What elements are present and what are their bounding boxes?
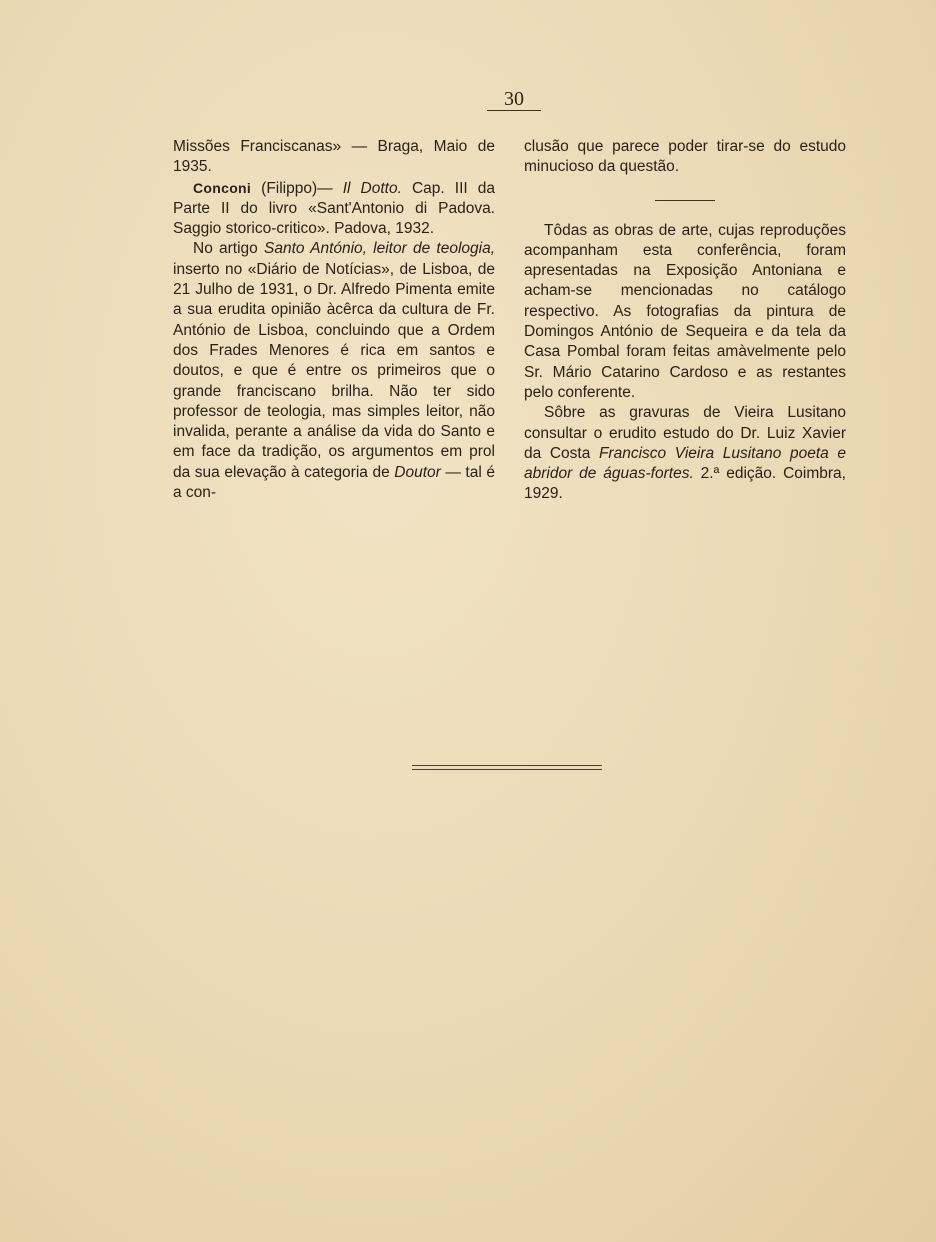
left-paragraph-3 [173,239,495,503]
short-separator [655,200,715,201]
left-paragraph-2 [173,178,495,240]
double-rule-divider [412,765,602,770]
doutor-word: Doutor [394,463,441,481]
left-paragraph-2-text-a: (Filippo)— [251,179,343,197]
left-paragraph-3-text-a: No artigo [193,240,264,258]
left-paragraph-1: Missões Franciscanas» — Braga, Maio de 1935. [173,138,495,176]
book-title: Il Dotto. [342,179,402,197]
right-paragraph-3-text-a: Sôbre as gravuras de Vieira Lusitano consultar o erudito estudo do Dr. Luiz Xavier da Costa [524,404,846,462]
article-title: Santo António, leitor de teologia, [263,240,495,258]
study-title: Francisco Vieira Lusitano poeta e abridor de águas-fortes. [524,444,846,483]
left-paragraph-2-text-b: Cap. III da Parte II do livro «Sant'Antonio di Padova. Saggio storico-critico». Padova, 1932. [173,179,495,238]
right-paragraph-1: clusão que parece poder tirar-se do estudo minucioso da questão. [524,138,846,176]
left-paragraph-3-text-c: — tal é a con- [173,463,495,502]
right-paragraph-2: Tôdas as obras de arte, cujas reproduções acompanham esta conferência, foram apresentadas na Exposição Antoniana e acham-se mencionadas no catálogo respectivo. As fotografias da pintura de Domingos António de Sequeira e da tela da Casa Pombal foram feitas amàvelmente pelo Sr. Mário Catarino Cardoso e as restantes pelo conferente. [524,221,846,401]
author-name: Conconi [193,179,252,196]
right-paragraph-3 [524,403,846,504]
right-column [524,137,846,505]
right-paragraph-3-text-b: 2.ª edição. Coimbra, 1929. [524,465,846,503]
page-number-rule [487,110,541,111]
left-paragraph-3-text-b: inserto no «Diário de Notícias», de Lisboa, de 21 Julho de 1931, o Dr. Alfredo Pimenta emite a sua erudita opinião àcêrca da cultura de Fr. António de Lisboa, concluindo que a Ordem dos Frades Menores é rica em santos e doutos, e que é entre os primeiros que o grande franciscano brilha. Não ter sido professor de teologia, mas simples leitor, não invalida, perante a análise da vida do Santo e em face da tradição, os argumentos em prol da sua elevação à categoria de [173,260,495,481]
left-column [173,137,495,503]
page-number: 30 [504,88,524,110]
